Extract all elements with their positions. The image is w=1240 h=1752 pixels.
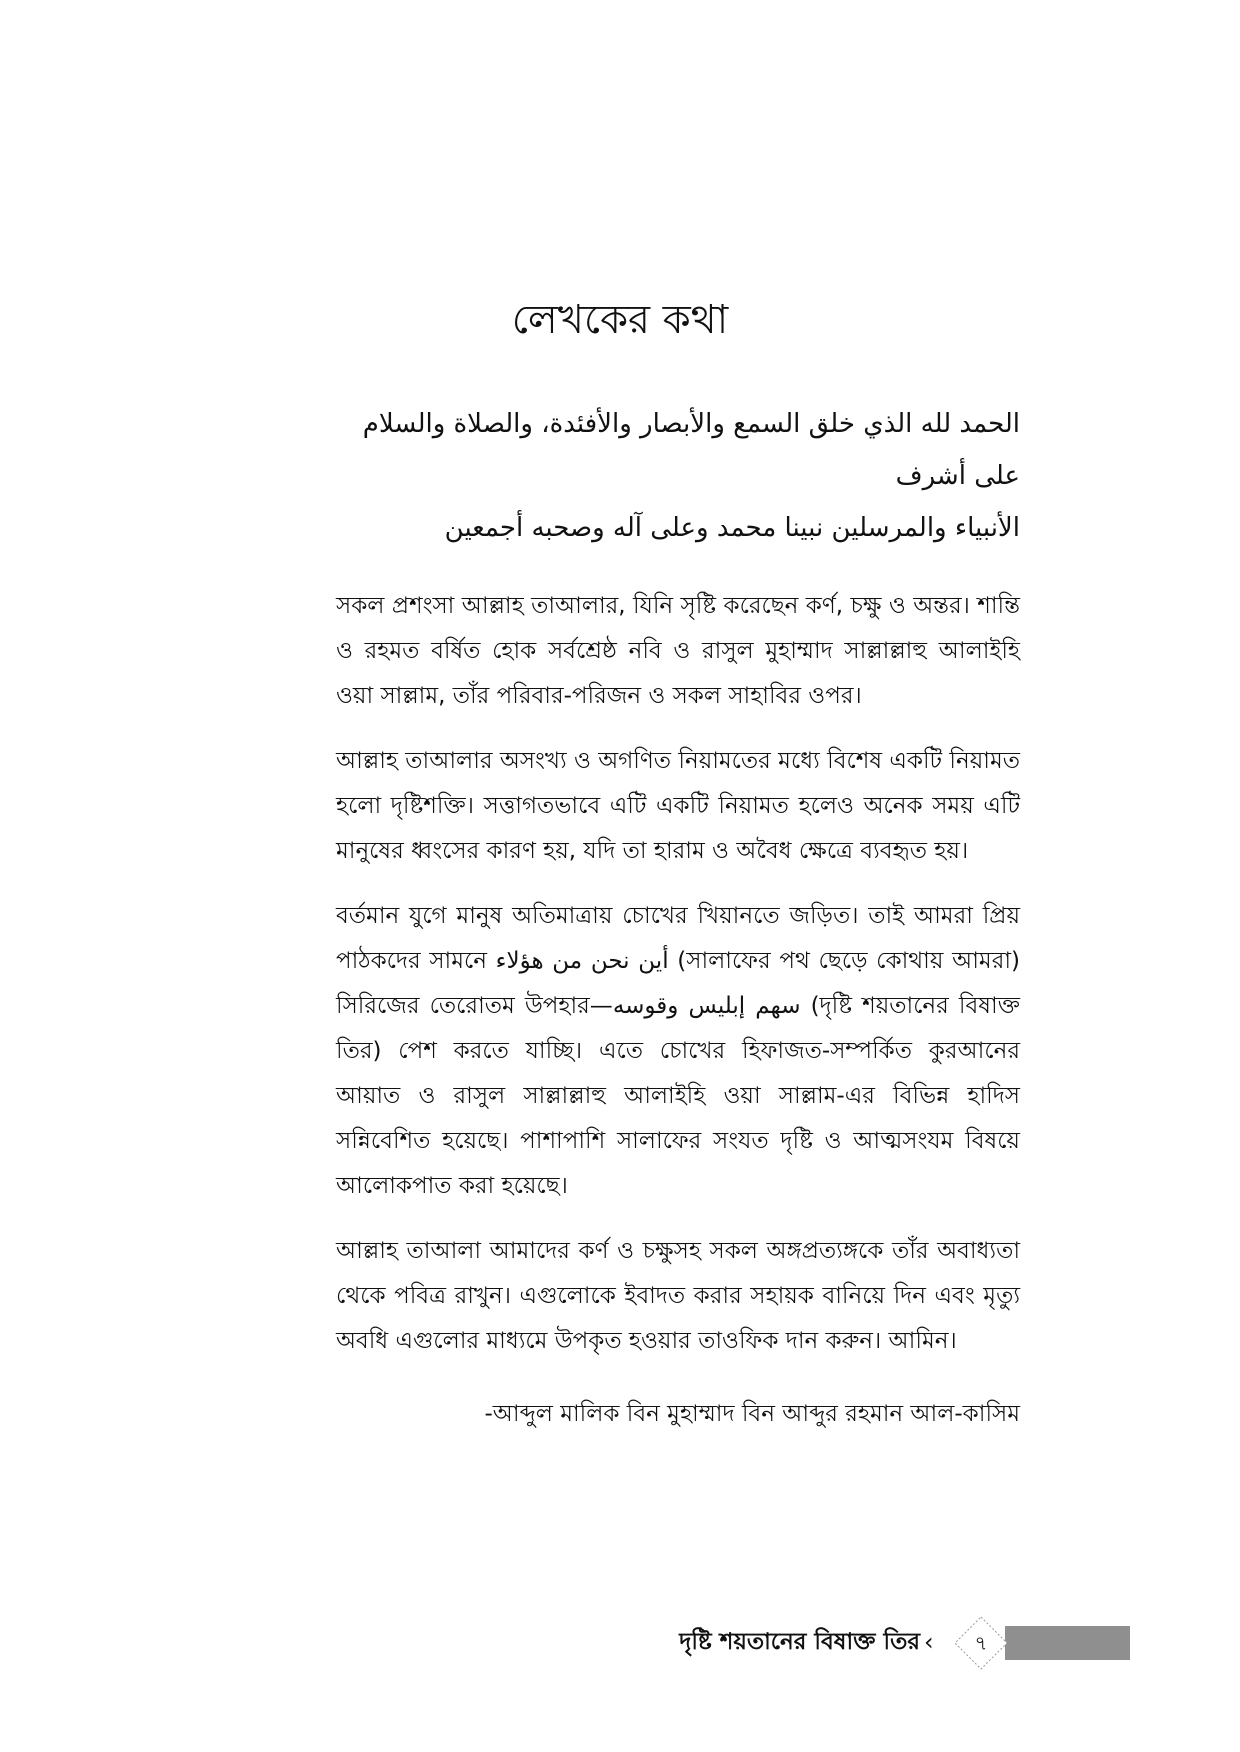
arabic-book-title: سهم إبليس وقوسه bbox=[612, 993, 801, 1019]
arabic-invocation bbox=[336, 398, 1020, 554]
page-footer bbox=[0, 1612, 1240, 1672]
page-title: লেখকের কথা bbox=[511, 297, 729, 343]
arabic-series-title: أين نحن من هؤلاء bbox=[495, 948, 669, 974]
arabic-line-1: الحمد لله الذي خلق السمع والأبصار والأفئدة، والصلاة والسلام على أشرف bbox=[362, 409, 1020, 491]
arabic-line-2: الأنبياء والمرسلين نبينا محمد وعلى آله وصحبه أجمعين bbox=[444, 513, 1020, 543]
paragraph-3 bbox=[336, 894, 1020, 1209]
paragraph-4: আল্লাহ তাআলা আমাদের কর্ণ ও চক্ষুসহ সকল অঙ্গপ্রত্যঙ্গকে তাঁর অবাধ্যতা থেকে পবিত্র রাখুন। এগুলোকে ইবাদত করার সহায়ক বানিয়ে দিন এবং মৃত্যু অবধি এগুলোর মাধ্যমে উপকৃত হওয়ার তাওফিক দান করুন। আমিন। bbox=[336, 1238, 1020, 1354]
footer-book-title: দৃষ্টি শয়তানের বিষাক্ত তির bbox=[679, 1629, 920, 1655]
paragraph-3-part-3: (দৃষ্টি শয়তানের বিষাক্ত তির) পেশ করতে যাচ্ছি। এতে চোখের হিফাজত-সম্পর্কিত কুরআনের আয়াত ও রাসুল সাল্লাল্লাহু আলাইহি ওয়া সাল্লাম-এর বিভিন্ন হাদিস সন্নিবেশিত হয়েছে। পাশাপাশি সালাফের সংযত দৃষ্টি ও আত্মসংযম বিষয়ে আলোকপাত করা হয়েছে। bbox=[336, 993, 1020, 1199]
page-number: ৭ bbox=[974, 1631, 988, 1655]
paragraph-3-part-1: বর্তমান যুগে মানুষ অতিমাত্রায় চোখের খিয়ানতে জড়িত। তাই আমরা প্রিয় পাঠকদের সামনে bbox=[336, 903, 1020, 974]
author-signature: -আব্দুল মালিক বিন মুহাম্মাদ বিন আব্দুর রহমান আল-কাসিম bbox=[484, 1401, 1020, 1427]
paragraph-3-part-2: (সালাফের পথ ছেড়ে কোথায় আমরা) সিরিজের তেরোতম উপহার— bbox=[336, 948, 1020, 1019]
chevron-left-icon: ‹ bbox=[924, 1628, 934, 1656]
document-body bbox=[336, 398, 1020, 1384]
footer-band bbox=[1005, 1626, 1130, 1660]
paragraph-2: আল্লাহ তাআলার অসংখ্য ও অগণিত নিয়ামতের মধ্যে বিশেষ একটি নিয়ামত হলো দৃষ্টিশক্তি। সত্তাগতভাবে এটি একটি নিয়ামত হলেও অনেক সময় এটি মানুষের ধ্বংসের কারণ হয়, যদি তা হারাম ও অবৈধ ক্ষেত্রে ব্যবহৃত হয়। bbox=[336, 748, 1020, 864]
paragraph-1: সকল প্রশংসা আল্লাহ তাআলার, যিনি সৃষ্টি করেছেন কর্ণ, চক্ষু ও অন্তর। শান্তি ও রহমত বর্ষিত হোক সর্বশ্রেষ্ঠ নবি ও রাসুল মুহাম্মাদ সাল্লাল্লাহু আলাইহি ওয়া সাল্লাম, তাঁর পরিবার-পরিজন ও সকল সাহাবির ওপর। bbox=[336, 593, 1020, 709]
